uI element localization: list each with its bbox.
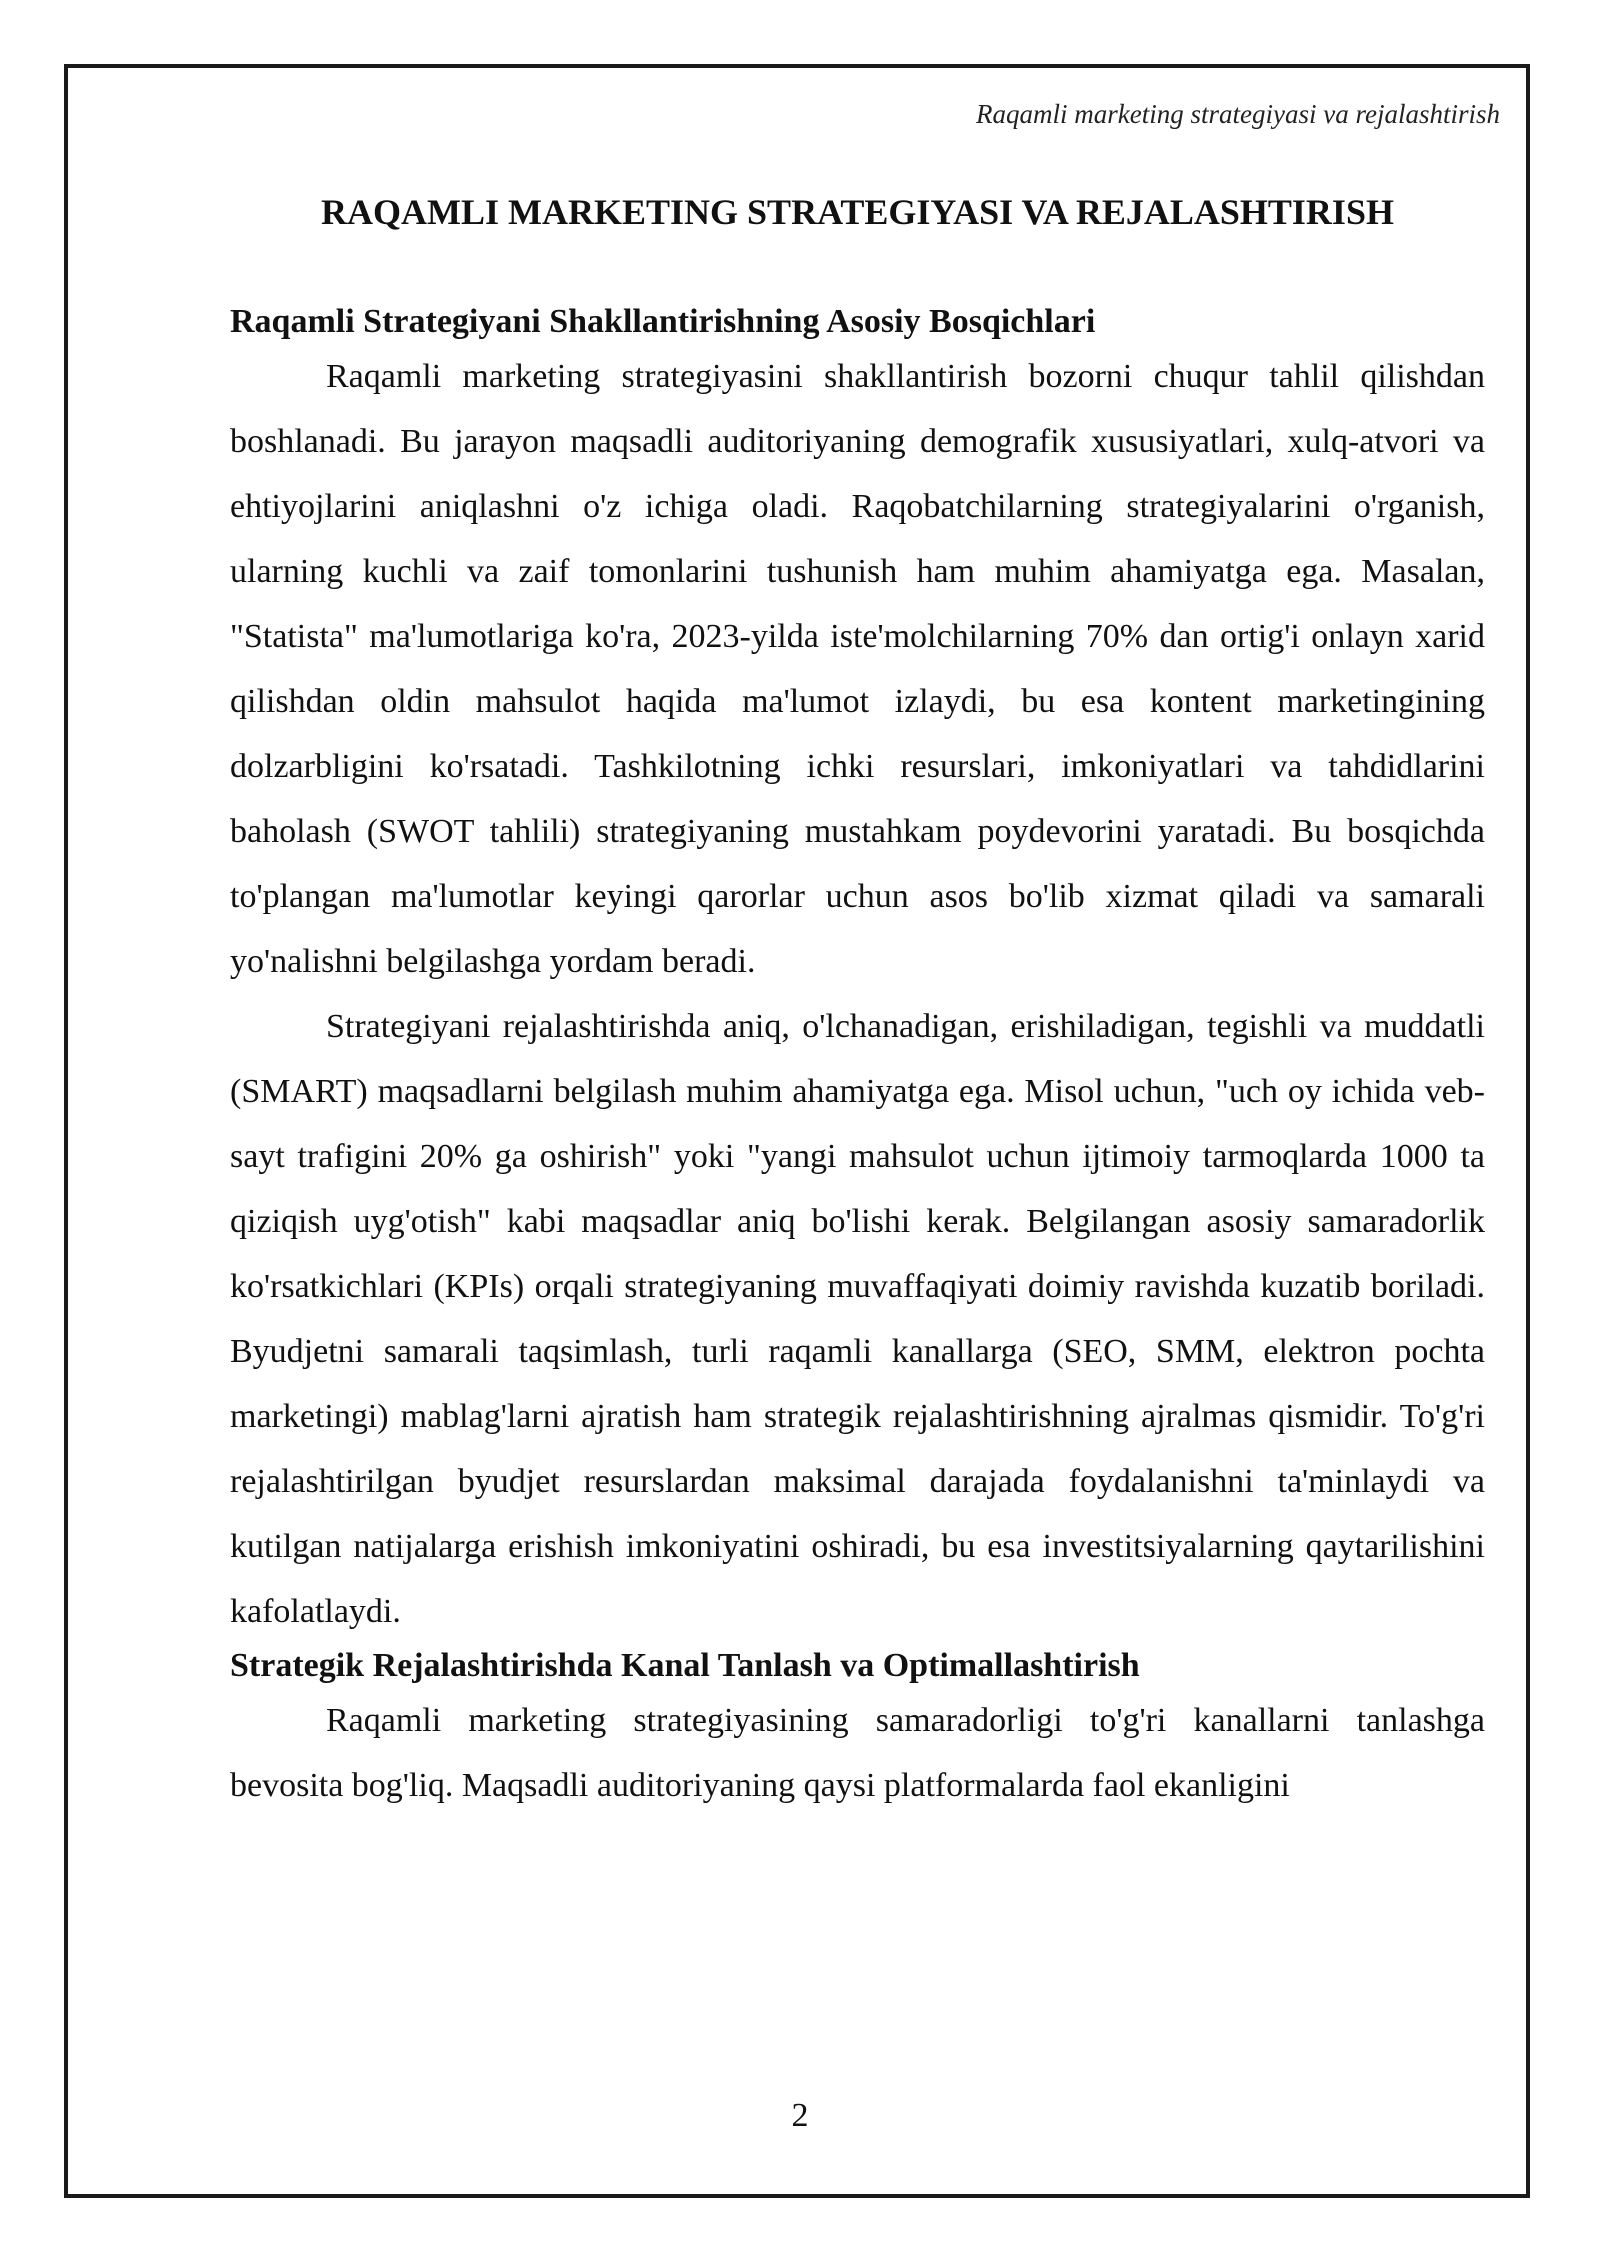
section-heading: Raqamli Strategiyani Shakllantirishning Asosiy Bosqichlari [230,303,1096,340]
paragraph: Raqamli marketing strategiyasini shakllantirish bozorni chuqur tahlil qilishdan boshlanadi. Bu jarayon maqsadli auditoriyaning demografik xususiyatlari, xulq-atvori va ehtiyojlarini aniqlashni o'z ichiga oladi. Raqobatchilarning strategiyalarini o'rganish, ularning kuchli va zaif tomonlarini tushunish ham muhim ahamiyatga ega. Masalan, "Statista" ma'lumotlariga ko'ra, 2023-yilda iste'molchilarning 70% dan ortig'i onlayn xarid qilishdan oldin mahsulot haqida ma'lumot izlaydi, bu esa kontent marketingining dolzarbligini ko'rsatadi. Tashkilotning ichki resurslari, imkoniyatlari va tahdidlarini baholash (SWOT tahlili) strategiyaning mustahkam poydevorini yaratadi. Bu bosqichda to'plangan ma'lumotlar keyingi qarorlar uchun asos bo'lib xizmat qiladi va samarali yo'nalishni belgilashga yordam beradi. [230,358,1485,980]
document-body [230,300,1485,1818]
section-heading: Strategik Rejalashtirishda Kanal Tanlash va Optimallashtirish [230,1647,1140,1684]
paragraph: Raqamli marketing strategiyasining samaradorligi to'g'ri kanallarni tanlashga bevosita bog'liq. Maqsadli auditoriyaning qaysi platformalarda faol ekanligini [230,1702,1485,1804]
page-number: 2 [791,2097,809,2134]
running-header: Raqamli marketing strategiyasi va rejalashtirish [976,99,1500,129]
paragraph: Strategiyani rejalashtirishda aniq, o'lchanadigan, erishiladigan, tegishli va muddatli (SMART) maqsadlarni belgilash muhim ahamiyatga ega. Misol uchun, "uch oy ichida veb-sayt trafigini 20% ga oshirish" yoki "yangi mahsulot uchun ijtimoiy tarmoqlarda 1000 ta qiziqish uyg'otish" kabi maqsadlar aniq bo'lishi kerak. Belgilangan asosiy samaradorlik ko'rsatkichlari (KPIs) orqali strategiyaning muvaffaqiyati doimiy ravishda kuzatib boriladi. Byudjetni samarali taqsimlash, turli raqamli kanallarga (SEO, SMM, elektron pochta marketingi) mablag'larni ajratish ham strategik rejalashtirishning ajralmas qismidir. To'g'ri rejalashtirilgan byudjet resurslardan maksimal darajada foydalanishni ta'minlaydi va kutilgan natijalarga erishish imkoniyatini oshiradi, bu esa investitsiyalarning qaytarilishini kafolatlaydi. [230,1008,1485,1630]
document-title: RAQAMLI MARKETING STRATEGIYASI VA REJALASHTIRISH [321,192,1394,232]
